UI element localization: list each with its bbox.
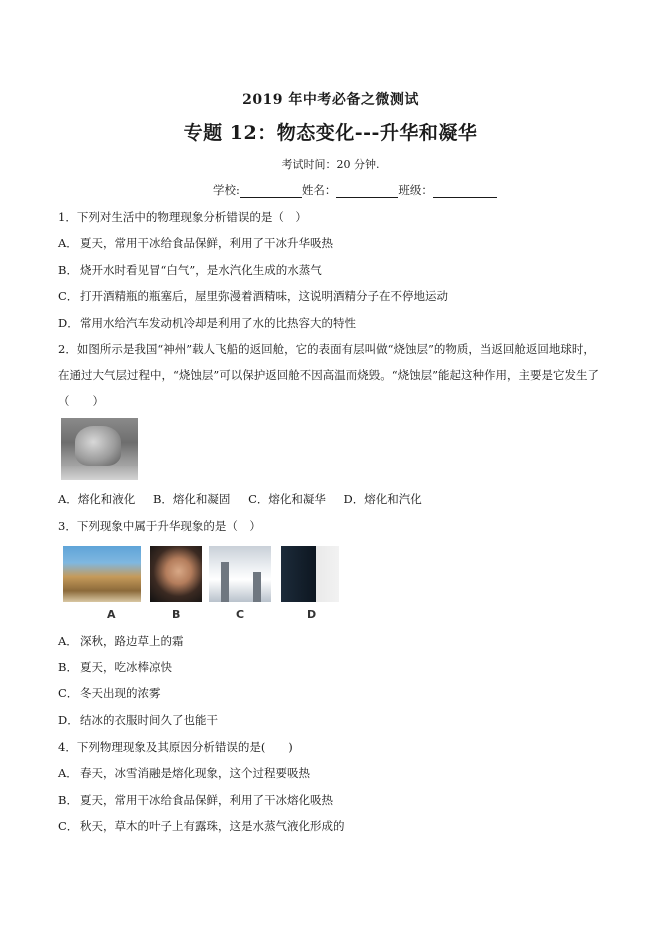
option-text: 秋天，草木的叶子上有露珠，这是水蒸气液化形成的 — [80, 819, 345, 833]
class-label: 班级： — [398, 183, 433, 197]
q1-option-d — [58, 315, 356, 331]
q4-option-a — [58, 765, 310, 781]
option-key: C． — [58, 686, 79, 700]
exam-time: 考试时间：20 分钟. — [281, 158, 380, 171]
option-text: 烧开水时看见冒“白气”，是水汽化生成的水蒸气 — [80, 263, 322, 277]
option-text: 常用水给汽车发动机冷却是利用了水的比热容大的特性 — [80, 316, 356, 330]
q1-option-a — [58, 235, 333, 251]
student-info-row — [213, 182, 497, 198]
q3-option-d — [58, 712, 218, 728]
figure-label-b: B — [172, 608, 181, 621]
q3-stem: 3．下列现象中属于升华现象的是（ ） — [58, 519, 261, 533]
tree — [221, 562, 229, 602]
option-text: 熔化和凝固 — [172, 492, 231, 506]
option-key: B． — [58, 660, 78, 674]
foggy-trees-photo — [209, 546, 271, 602]
q3-option-c — [58, 685, 161, 701]
q2-stem-line3: （ ） — [58, 394, 104, 408]
option-text: 春天，冰雪消融是熔化现象，这个过程要吸热 — [80, 766, 310, 780]
option-key: C． — [248, 492, 269, 506]
q4-stem: 4．下列物理现象及其原因分析错误的是( ) — [58, 740, 293, 754]
q3-option-a — [58, 633, 184, 649]
option-text: 深秋，路边草上的霜 — [80, 634, 184, 648]
q3-option-b — [58, 659, 172, 675]
q2-stem-line2: 在通过大气层过程中，“烧蚀层”可以保护返回舱不因高温而烧毁。“烧蚀层”能起这种作用，主要是它发生了 — [58, 368, 600, 382]
header-title: 2019 年中考必备之微测试 — [242, 92, 419, 108]
option-text: 熔化和凝华 — [268, 492, 326, 506]
child-eating-popsicle-photo — [150, 546, 202, 602]
option-key: C． — [58, 819, 79, 833]
capsule-body — [75, 426, 121, 466]
frost-grass-photo — [63, 546, 141, 602]
q1-option-c — [58, 288, 448, 304]
option-key: B． — [58, 263, 78, 277]
option-key: A． — [58, 236, 78, 250]
option-key: A． — [58, 492, 78, 506]
option-text: 夏天，吃冰棒凉快 — [80, 660, 172, 674]
q4-option-b — [58, 792, 333, 808]
option-key: B． — [152, 492, 173, 506]
option-text: 打开酒精瓶的瓶塞后，屋里弥漫着酒精味，这说明酒精分子在不停地运动 — [80, 289, 448, 303]
option-text: 冬天出现的浓雾 — [80, 686, 161, 700]
option-text: 熔化和液化 — [77, 492, 136, 506]
class-blank[interactable] — [433, 185, 497, 198]
ground — [61, 466, 138, 480]
option-text: 熔化和汽化 — [364, 492, 422, 506]
q2-stem-line1: 2．如图所示是我国“神州”载人飞船的返回舱，它的表面有层叫做“烧蚀层”的物质，当返回舱返回地球时， — [58, 342, 595, 356]
frozen-clothes-photo — [281, 546, 339, 602]
return-capsule-photo — [61, 418, 138, 480]
option-text: 结冰的衣服时间久了也能干 — [80, 713, 218, 727]
q4-option-c — [58, 818, 345, 834]
figure-label-d: D — [307, 608, 317, 621]
figure-label-c: C — [236, 608, 245, 621]
name-label: 姓名： — [301, 183, 337, 197]
q1-option-b — [58, 262, 322, 278]
school-blank[interactable] — [240, 185, 302, 198]
option-key: C． — [58, 289, 79, 303]
name-blank[interactable] — [336, 185, 398, 198]
option-key: D． — [58, 713, 79, 727]
option-key: D． — [343, 492, 365, 506]
figure-label-a: A — [107, 608, 116, 621]
option-key: A． — [58, 766, 78, 780]
option-key: B． — [58, 793, 78, 807]
option-key: D． — [58, 316, 79, 330]
school-label: 学校: — [213, 183, 240, 197]
option-key: A． — [58, 634, 78, 648]
tree — [253, 572, 261, 602]
q2-options — [58, 491, 422, 507]
subject-title: 专题 12：物态变化---升华和凝华 — [183, 122, 478, 144]
option-text: 夏天，常用干冰给食品保鲜，利用了干冰升华吸热 — [80, 236, 333, 250]
q1-stem: 1．下列对生活中的物理现象分析错误的是（ ） — [58, 210, 307, 224]
option-text: 夏天，常用干冰给食品保鲜，利用了干冰熔化吸热 — [80, 793, 333, 807]
